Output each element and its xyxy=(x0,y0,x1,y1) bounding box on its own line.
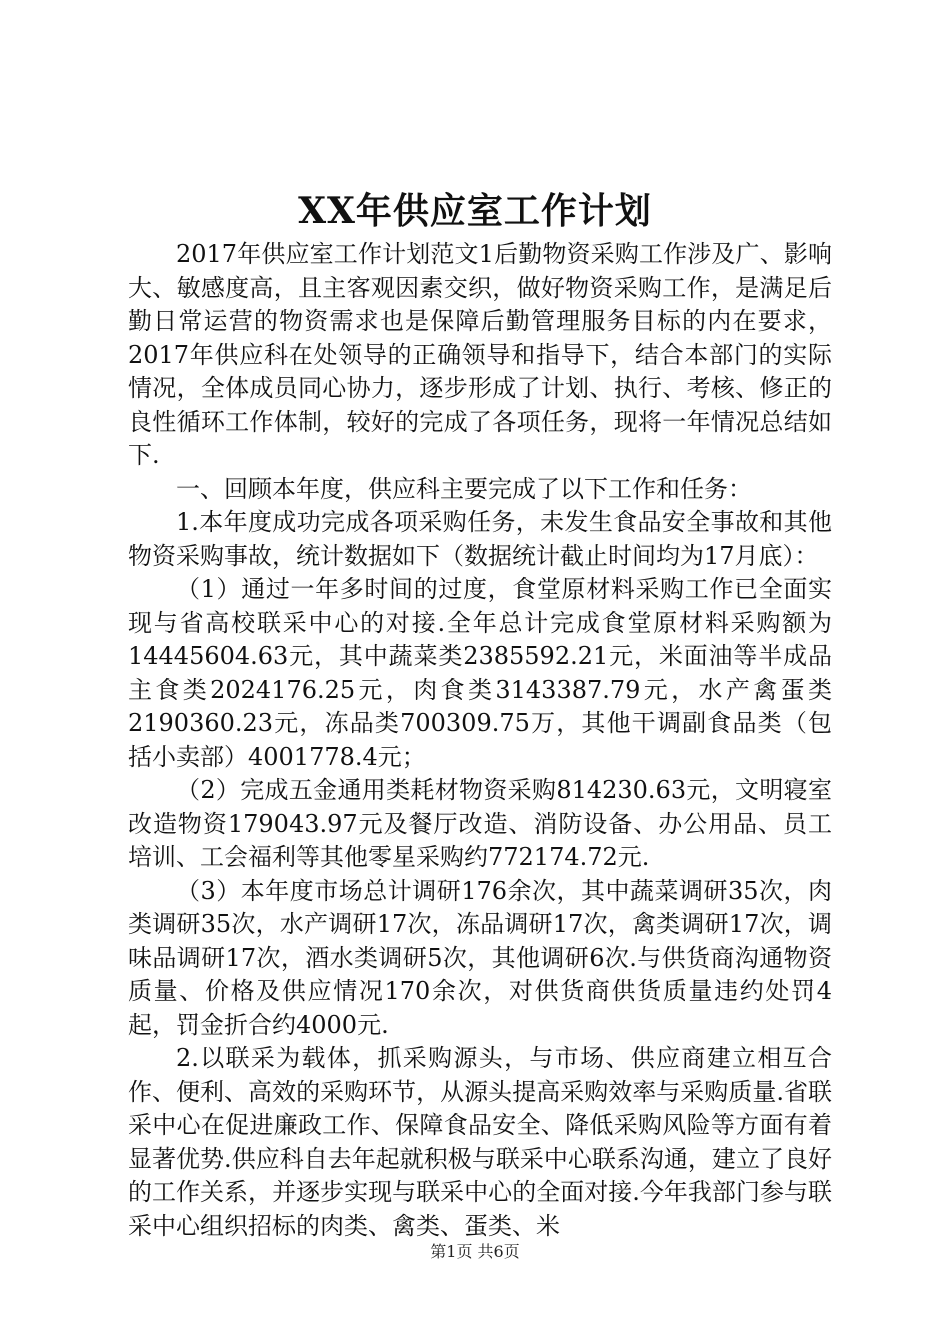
paragraph: （3）本年度市场总计调研176余次，其中蔬菜调研35次，肉类调研35次，水产调研17次，冻品调研17次，禽类调研17次，调味品调研17次，酒水类调研5次，其他调研6次.与供货商沟通物资质量、价格及供应情况170余次，对供货商供货质量违约处罚4起，罚金折合约4000元. xyxy=(128,876,832,1039)
document-title: XX年供应室工作计划 xyxy=(298,190,652,232)
paragraph: 1.本年度成功完成各项采购任务，未发生食品安全事故和其他物资采购事故，统计数据如下（数据统计截止时间均为17月底）： xyxy=(128,508,832,570)
page-number-footer: 第1页 共6页 xyxy=(430,1242,520,1261)
paragraph: （2）完成五金通用类耗材物资采购814230.63元，文明寝室改造物资179043.97元及餐厅改造、消防设备、办公用品、员工培训、工会福利等其他零星采购约772174.72元. xyxy=(128,776,832,871)
document-body xyxy=(128,238,832,1243)
paragraph: 2.以联采为载体，抓采购源头，与市场、供应商建立相互合作、便利、高效的采购环节，从源头提高采购效率与采购质量.省联采中心在促进廉政工作、保障食品安全、降低采购风险等方面有着显著优势.供应科自去年起就积极与联采中心联系沟通，建立了良好的工作关系，并逐步实现与联采中心的全面对接.今年我部门参与联采中心组织招标的肉类、禽类、蛋类、米 xyxy=(128,1044,832,1240)
paragraph: 2017年供应室工作计划范文1后勤物资采购工作涉及广、影响大、敏感度高，且主客观因素交织，做好物资采购工作，是满足后勤日常运营的物资需求也是保障后勤管理服务目标的内在要求，2017年供应科在处领导的正确领导和指导下，结合本部门的实际情况，全体成员同心协力，逐步形成了计划、执行、考核、修正的良性循环工作体制，较好的完成了各项任务，现将一年情况总结如下. xyxy=(128,240,832,469)
paragraph: （1）通过一年多时间的过度，食堂原材料采购工作已全面实现与省高校联采中心的对接.全年总计完成食堂原材料采购额为14445604.63元，其中蔬菜类2385592.21元，米面油等半成品主食类2024176.25元，肉食类3143387.79元，水产禽蛋类2190360.23元，冻品类700309.75万，其他干调副食品类（包括小卖部）4001778.4元； xyxy=(128,575,832,771)
paragraph: 一、回顾本年度，供应科主要完成了以下工作和任务： xyxy=(176,474,752,503)
